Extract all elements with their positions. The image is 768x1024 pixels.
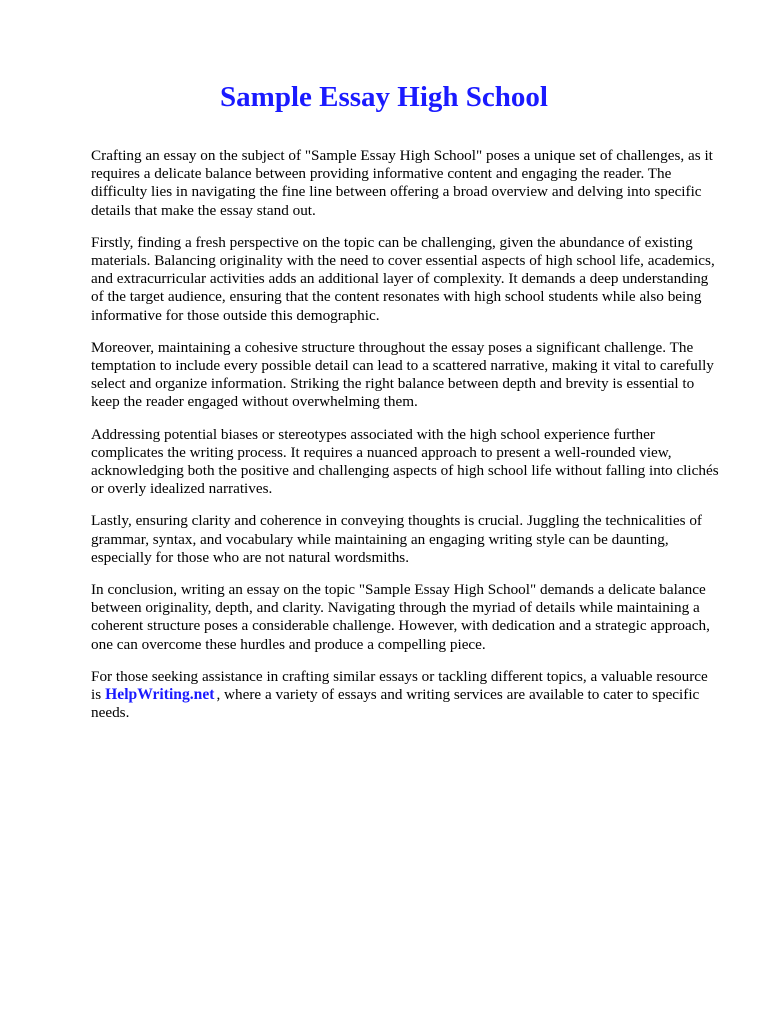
essay-body [91, 147, 723, 736]
paragraph-conclusion: In conclusion, writing an essay on the topic "Sample Essay High School" demands a delicate balance between originality, depth, and clarity. Navigating through the myriad of details while maintaining a coherent structure poses a considerable challenge. However, with dedication and a strategic approach, one can overcome these hurdles and produce a compelling piece. [91, 581, 710, 653]
paragraph-intro: Crafting an essay on the subject of "Sample Essay High School" poses a unique set of challenges, as it requires a delicate balance between providing informative content and engaging the reader. The difficulty lies in navigating the fine line between offering a broad overview and delving into specific details that make the essay stand out. [91, 147, 713, 219]
paragraph-moreover: Moreover, maintaining a cohesive structure throughout the essay poses a significant challenge. The temptation to include every possible detail can lead to a scattered narrative, making it vital to carefully select and organize information. Striking the right balance between depth and brevity is essential to keep the reader engaged without overwhelming them. [91, 338, 714, 411]
paragraph-addressing: Addressing potential biases or stereotypes associated with the high school experience further complicates the writing process. It requires a nuanced approach to present a well-rounded view, acknowledging both the positive and challenging aspects of high school life without falling into clichés or overly idealized narratives. [91, 425, 719, 498]
paragraph-closing [91, 668, 723, 723]
closing-text-after-link: , where a variety of essays and writing services are available to cater to specific needs. [91, 686, 700, 722]
paragraph-firstly: Firstly, finding a fresh perspective on the topic can be challenging, given the abundance of existing materials. Balancing originality with the need to cover essential aspects of high school life, academics, and extracurricular activities adds an additional layer of complexity. It demands a deep understanding of the target audience, ensuring that the content resonates with high school students while also being informative for those outside this demographic. [91, 233, 715, 324]
helpwriting-link[interactable]: HelpWriting.net [105, 686, 215, 704]
closing-text-before-link: For those seeking assistance in crafting similar essays or tackling different topics, a valuable resource is [91, 667, 708, 704]
paragraph-lastly: Lastly, ensuring clarity and coherence in conveying thoughts is crucial. Juggling the technicalities of grammar, syntax, and vocabulary while maintaining an engaging writing style can be daunting, especially for those who are not natural wordsmiths. [91, 512, 702, 566]
page-title: Sample Essay High School [220, 81, 548, 113]
